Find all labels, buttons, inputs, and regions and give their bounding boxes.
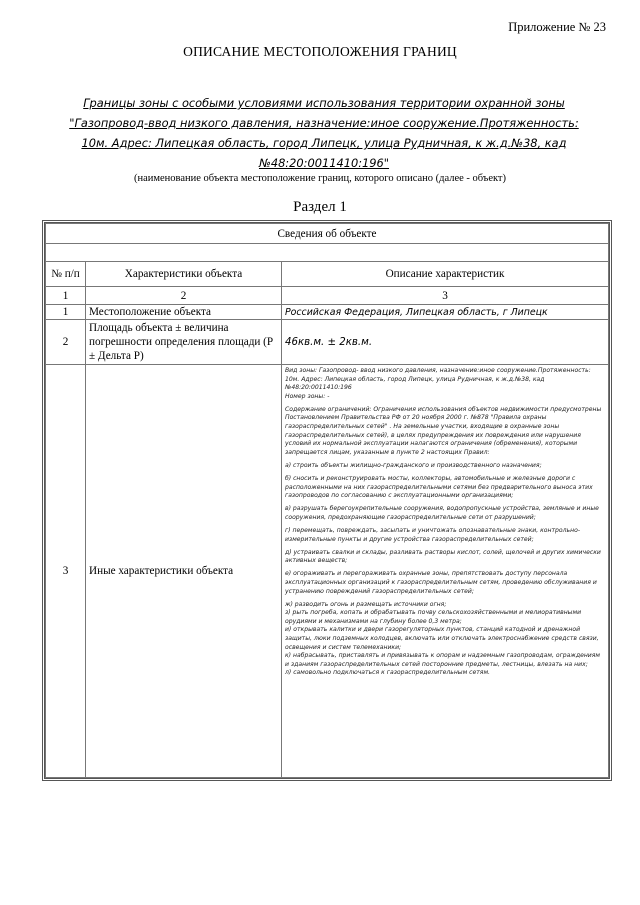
row-number: 3 xyxy=(46,365,86,778)
description-paragraph: Вид зоны: Газопровод- ввод низкого давления, назначение:иное сооружение.Протяженность: 10м. Адрес: Липецкая область, город Липецк, улица Рудничная, к ж.д.№38, кад №48:20:0011410:196 xyxy=(285,367,591,392)
appendix-number: Приложение № 23 xyxy=(508,20,606,34)
document-title: ОПИСАНИЕ МЕСТОПОЛОЖЕНИЯ ГРАНИЦ xyxy=(183,44,457,59)
description-paragraph: з) рыть погреба, копать и обрабатывать почву сельскохозяйственными и мелиоративными орудиями и механизмами на глубину более 0,3 метра; xyxy=(285,609,582,625)
description-paragraph: е) огораживать и перегораживать охранные зоны, препятствовать доступу персонала эксплуатационных организаций к газораспределительным сетям, проведению обслуживания и устранению повреждений газораспределительных сетей; xyxy=(285,570,597,595)
table-row xyxy=(46,320,609,365)
description-paragraph: б) сносить и реконструировать мосты, коллекторы, автомобильные и железные дороги с расположенными на них газораспределительными сетями без предварительного выноса этих газопроводов по согласованию с эксплуатационными организациями; xyxy=(285,475,593,500)
object-name-caption: (наименование объекта местоположение границ, которого описано (далее - объект) xyxy=(133,173,507,184)
col-header-number: № п/п xyxy=(46,262,86,287)
row-description xyxy=(282,365,609,778)
row-characteristic: Площадь объекта ± величина погрешности определения площади (Р ± Дельта Р) xyxy=(86,320,282,365)
object-info-table xyxy=(42,220,612,781)
description-paragraph: л) самовольно подключаться к газораспределительным сетям. xyxy=(285,669,490,677)
col-index-2: 2 xyxy=(86,287,282,305)
col-header-description: Описание характеристик xyxy=(282,262,609,287)
description-paragraph: г) перемещать, повреждать, засыпать и уничтожать опознавательные знаки, контрольно-измерительные пункты и другие устройства газораспределительных сетей; xyxy=(285,527,581,543)
description-paragraph: ж) разводить огонь и размещать источники огня; xyxy=(285,600,447,608)
row-description: 46кв.м. ± 2кв.м. xyxy=(282,320,609,365)
description-paragraph: а) строить объекты жилищно-гражданского и производственного назначения; xyxy=(285,461,542,469)
row-number: 1 xyxy=(46,305,86,320)
description-paragraph: Содержание ограничений: Ограничения использования объектов недвижимости предусмотрены Постановлением Правительства РФ от 20 ноября 2000 г. №878 "Правила охраны газораспределительных сетей" . На земельные участки, входящие в охранные зоны газораспределительных сетей), в целях предупреждения их повреждения или нарушения условий их нормальной эксплуатации налагаются ограничения (обременения), которыми запрещается лицам, указанным в пункте 2 настоящих Правил: xyxy=(285,405,602,456)
row-characteristic: Иные характеристики объекта xyxy=(86,365,282,778)
section-title: Раздел 1 xyxy=(293,199,347,215)
blank-row xyxy=(46,244,609,262)
col-index-3: 3 xyxy=(282,287,609,305)
table-heading: Сведения об объекте xyxy=(46,224,609,244)
description-paragraph: д) устраивать свалки и склады, разливать растворы кислот, солей, щелочей и других химически активных веществ; xyxy=(285,548,601,565)
col-header-characteristic: Характеристики объекта xyxy=(86,262,282,287)
description-paragraph: и) открывать калитки и двери газорегуляторных пунктов, станций катодной и дренажной защиты, люки подземных колодцев, включать или отключать электроснабжение средств связи, освещения и систем телемеханики; xyxy=(285,626,599,651)
table-row xyxy=(46,365,609,778)
col-index-1: 1 xyxy=(46,287,86,305)
object-name: Границы зоны с особыми условиями использования территории охранной зоны "Газопровод-ввод низкого давления, назначение:иное сооружение.Протяженность: 10м. Адрес: Липецкая область, город Липецк, улица Рудничная, к ж.д.№38, кад №48:20:0011410:196" xyxy=(69,96,579,170)
row-number: 2 xyxy=(46,320,86,365)
description-paragraph: в) разрушать берегоукрепительные сооружения, водопропускные устройства, земляные и иные сооружения, предохраняющие газораспределительные сети от разрушений; xyxy=(285,505,599,521)
row-characteristic: Местоположение объекта xyxy=(86,305,282,320)
table-row xyxy=(46,305,609,320)
description-paragraph: к) набрасывать, приставлять и привязывать к опорам и надземным газопроводам, ограждениям и зданиям газораспределительных сетей посторонние предметы, лестницы, влезать на них; xyxy=(285,652,601,668)
row-description: Российская Федерация, Липецкая область, г Липецк xyxy=(282,305,609,320)
description-paragraph: Номер зоны: - xyxy=(285,392,330,400)
